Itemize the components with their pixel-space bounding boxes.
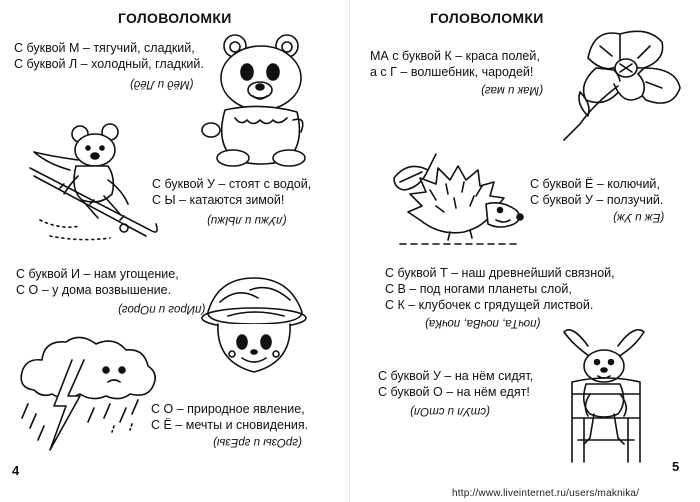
smiling-pie-face-illustration [198, 272, 310, 378]
bear-cub-illustration [195, 32, 315, 168]
answer-yozh-uzh: (Ёж и Уж) [613, 211, 665, 223]
riddle-yozh-uzh: С буквой Ё – колючий, С буквой У – ползучий. [530, 177, 664, 207]
poppy-flower-illustration [558, 24, 688, 144]
source-url: http://www.liveinternet.ru/users/maknika/ [452, 488, 640, 499]
right-page-title: ГОЛОВОЛОМКИ [430, 10, 544, 26]
left-page-number: 4 [12, 463, 20, 478]
mouse-on-sled-illustration [20, 120, 165, 245]
answer-mak-mag: (Мак и маг) [481, 84, 543, 96]
answer-pirog-porog: (пИрог и пОрог) [118, 303, 206, 315]
left-page-title: ГОЛОВОЛОМКИ [118, 10, 232, 26]
answer-med-led: (Мёд и Лёд) [130, 78, 194, 90]
answer-pochta-pochva-pochka: (почТа, почВа, почКа) [425, 317, 541, 329]
answer-stul-stol: (стУл и стОл) [410, 405, 490, 417]
bunny-on-chair-illustration [554, 322, 674, 464]
right-page-number: 5 [672, 459, 680, 474]
storm-cloud-illustration [14, 330, 164, 456]
riddle-med-led: С буквой М – тягучий, сладкий, С буквой Л – холодный, гладкий. [14, 41, 204, 71]
hedgehog-illustration [390, 140, 530, 252]
riddle-luzhi-lyzhi: С буквой У – стоят с водой, С Ы – катаются зимой! [152, 177, 312, 207]
answer-grozy-gryozy: (грОзы и грЁзы) [213, 436, 302, 448]
riddle-pirog-porog: С буквой И – нам угощение, С О – у дома возвышение. [16, 267, 179, 297]
answer-luzhi-lyzhi: (лУжи и лЫжи) [207, 214, 287, 226]
riddle-mak-mag: МА с буквой К – краса полей, а с Г – волшебник, чародей! [370, 49, 540, 79]
riddle-pochta-pochva-pochka: С буквой Т – наш древнейший связной, С В – под ногами планеты слой, С К – клубочек с грядущей листвой. [385, 266, 615, 312]
riddle-grozy-gryozy: С О – природное явление, С Ё – мечты и сновидения. [151, 402, 309, 432]
page-divider [349, 0, 350, 502]
riddle-stul-stol: С буквой У – на нём сидят, С буквой О – на нём едят! [378, 369, 534, 399]
